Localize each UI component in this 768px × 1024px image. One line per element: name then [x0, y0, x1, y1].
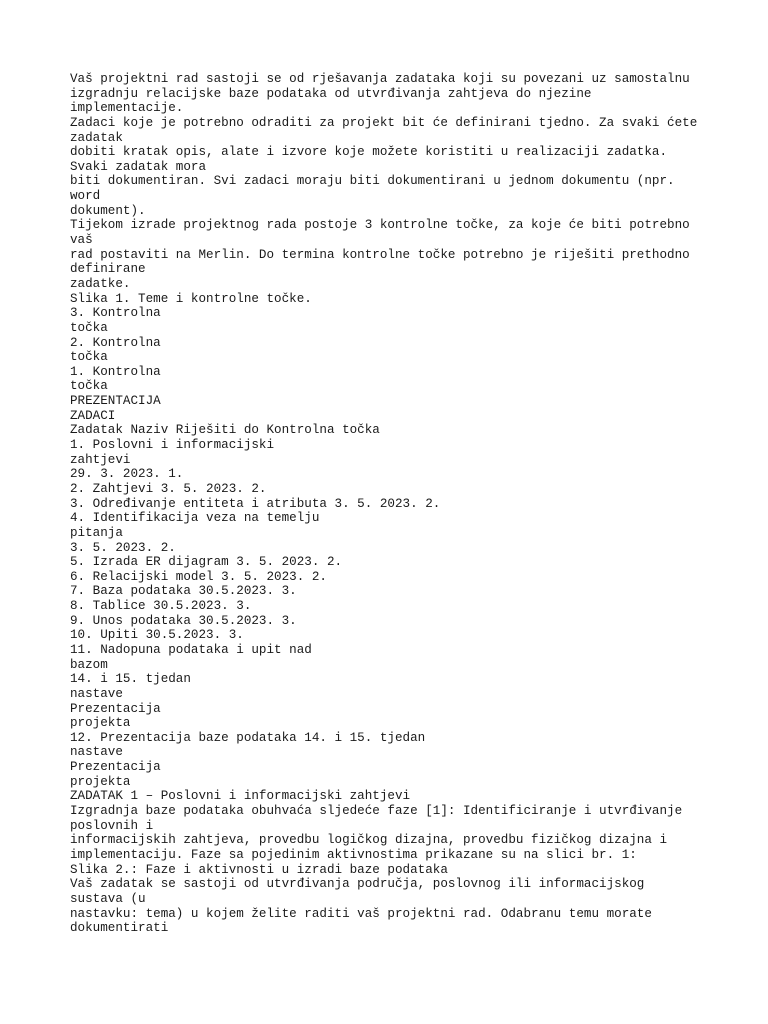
text-line: Vaš zadatak se sastoji od utvrđivanja područja, poslovnog ili informacijskog [70, 877, 645, 892]
table-header: Zadatak Naziv Riješiti do Kontrolna točka [70, 423, 380, 438]
text-line: sustava (u [70, 891, 146, 906]
figure-label: PREZENTACIJA [70, 394, 161, 409]
table-row: nastave [70, 686, 123, 701]
figure-label: točka [70, 320, 108, 335]
text-line: Svaki zadatak mora [70, 159, 207, 174]
text-line: dokument). [70, 203, 146, 218]
text-line: Vaš projektni rad sastoji se od rješavanja zadataka koji su povezani uz samostalnu [70, 72, 690, 86]
table-row: 29. 3. 2023. 1. [70, 467, 184, 482]
text-line: definirane [70, 262, 146, 277]
table-row: 7. Baza podataka 30.5.2023. 3. [70, 584, 297, 599]
text-line: implementacije. [70, 101, 184, 116]
table-row: 3. Određivanje entiteta i atributa 3. 5. 2023. 2. [70, 496, 441, 511]
table-row: nastave [70, 745, 123, 760]
table-row: 11. Nadopuna podataka i upit nad [70, 642, 312, 657]
table-row: 4. Identifikacija veza na temelju [70, 511, 320, 526]
figure-label: ZADACI [70, 408, 116, 423]
figure-caption: Slika 2.: Faze i aktivnosti u izradi baze podataka [70, 862, 448, 877]
text-line: word [70, 189, 101, 204]
table-row: 3. 5. 2023. 2. [70, 540, 176, 555]
section-heading: ZADATAK 1 – Poslovni i informacijski zahtjevi [70, 789, 411, 804]
text-line: poslovnih i [70, 818, 154, 833]
text-line: vaš [70, 233, 93, 248]
text-line: Zadaci koje je potrebno odraditi za projekt bit će definirani tjedno. Za svaki ćete [70, 115, 698, 130]
table-row: bazom [70, 657, 108, 672]
figure-label: 2. Kontrolna [70, 335, 161, 350]
table-row: Prezentacija [70, 701, 161, 716]
figure-caption: Slika 1. Teme i kontrolne točke. [70, 291, 312, 306]
text-line: biti dokumentiran. Svi zadaci moraju biti dokumentirani u jednom dokumentu (npr. [70, 174, 675, 189]
table-row: 2. Zahtjevi 3. 5. 2023. 2. [70, 481, 267, 496]
text-line: Izgradnja baze podataka obuhvaća sljedeće faze [1]: Identificiranje i utvrđivanje [70, 804, 683, 819]
text-line: zadatke. [70, 276, 131, 291]
text-line: zadatak [70, 130, 123, 145]
table-row: projekta [70, 774, 131, 789]
text-line: informacijskih zahtjeva, provedbu logičkog dizajna, provedbu fizičkog dizajna i [70, 833, 668, 848]
text-line: Tijekom izrade projektnog rada postoje 3 kontrolne točke, za koje će biti potrebno [70, 218, 690, 233]
text-line: dobiti kratak opis, alate i izvore koje možete koristiti u realizaciji zadatka. [70, 145, 668, 160]
table-row: 8. Tablice 30.5.2023. 3. [70, 599, 252, 614]
figure-label: 3. Kontrolna [70, 306, 161, 321]
figure-label: 1. Kontrolna [70, 364, 161, 379]
table-row: 1. Poslovni i informacijski [70, 438, 275, 453]
figure-label: točka [70, 379, 108, 394]
table-row: projekta [70, 716, 131, 731]
table-row: zahtjevi [70, 452, 131, 467]
document-page [70, 72, 730, 936]
table-row: 6. Relacijski model 3. 5. 2023. 2. [70, 569, 327, 584]
figure-label: točka [70, 350, 108, 365]
text-line: rad postaviti na Merlin. Do termina kontrolne točke potrebno je riješiti prethodno [70, 247, 690, 262]
table-row: 14. i 15. tjedan [70, 672, 191, 687]
table-row: Prezentacija [70, 760, 161, 775]
table-row: 5. Izrada ER dijagram 3. 5. 2023. 2. [70, 555, 343, 570]
table-row: 12. Prezentacija baze podataka 14. i 15. tjedan [70, 730, 426, 745]
text-line: implementaciju. Faze sa pojedinim aktivnostima prikazane su na slici br. 1: [70, 847, 637, 862]
table-row: pitanja [70, 525, 123, 540]
table-row: 9. Unos podataka 30.5.2023. 3. [70, 613, 297, 628]
text-line: izgradnju relacijske baze podataka od utvrđivanja zahtjeva do njezine [70, 86, 592, 101]
text-line: nastavku: tema) u kojem želite raditi vaš projektni rad. Odabranu temu morate [70, 906, 652, 921]
text-line: dokumentirati [70, 921, 169, 936]
table-row: 10. Upiti 30.5.2023. 3. [70, 628, 244, 643]
